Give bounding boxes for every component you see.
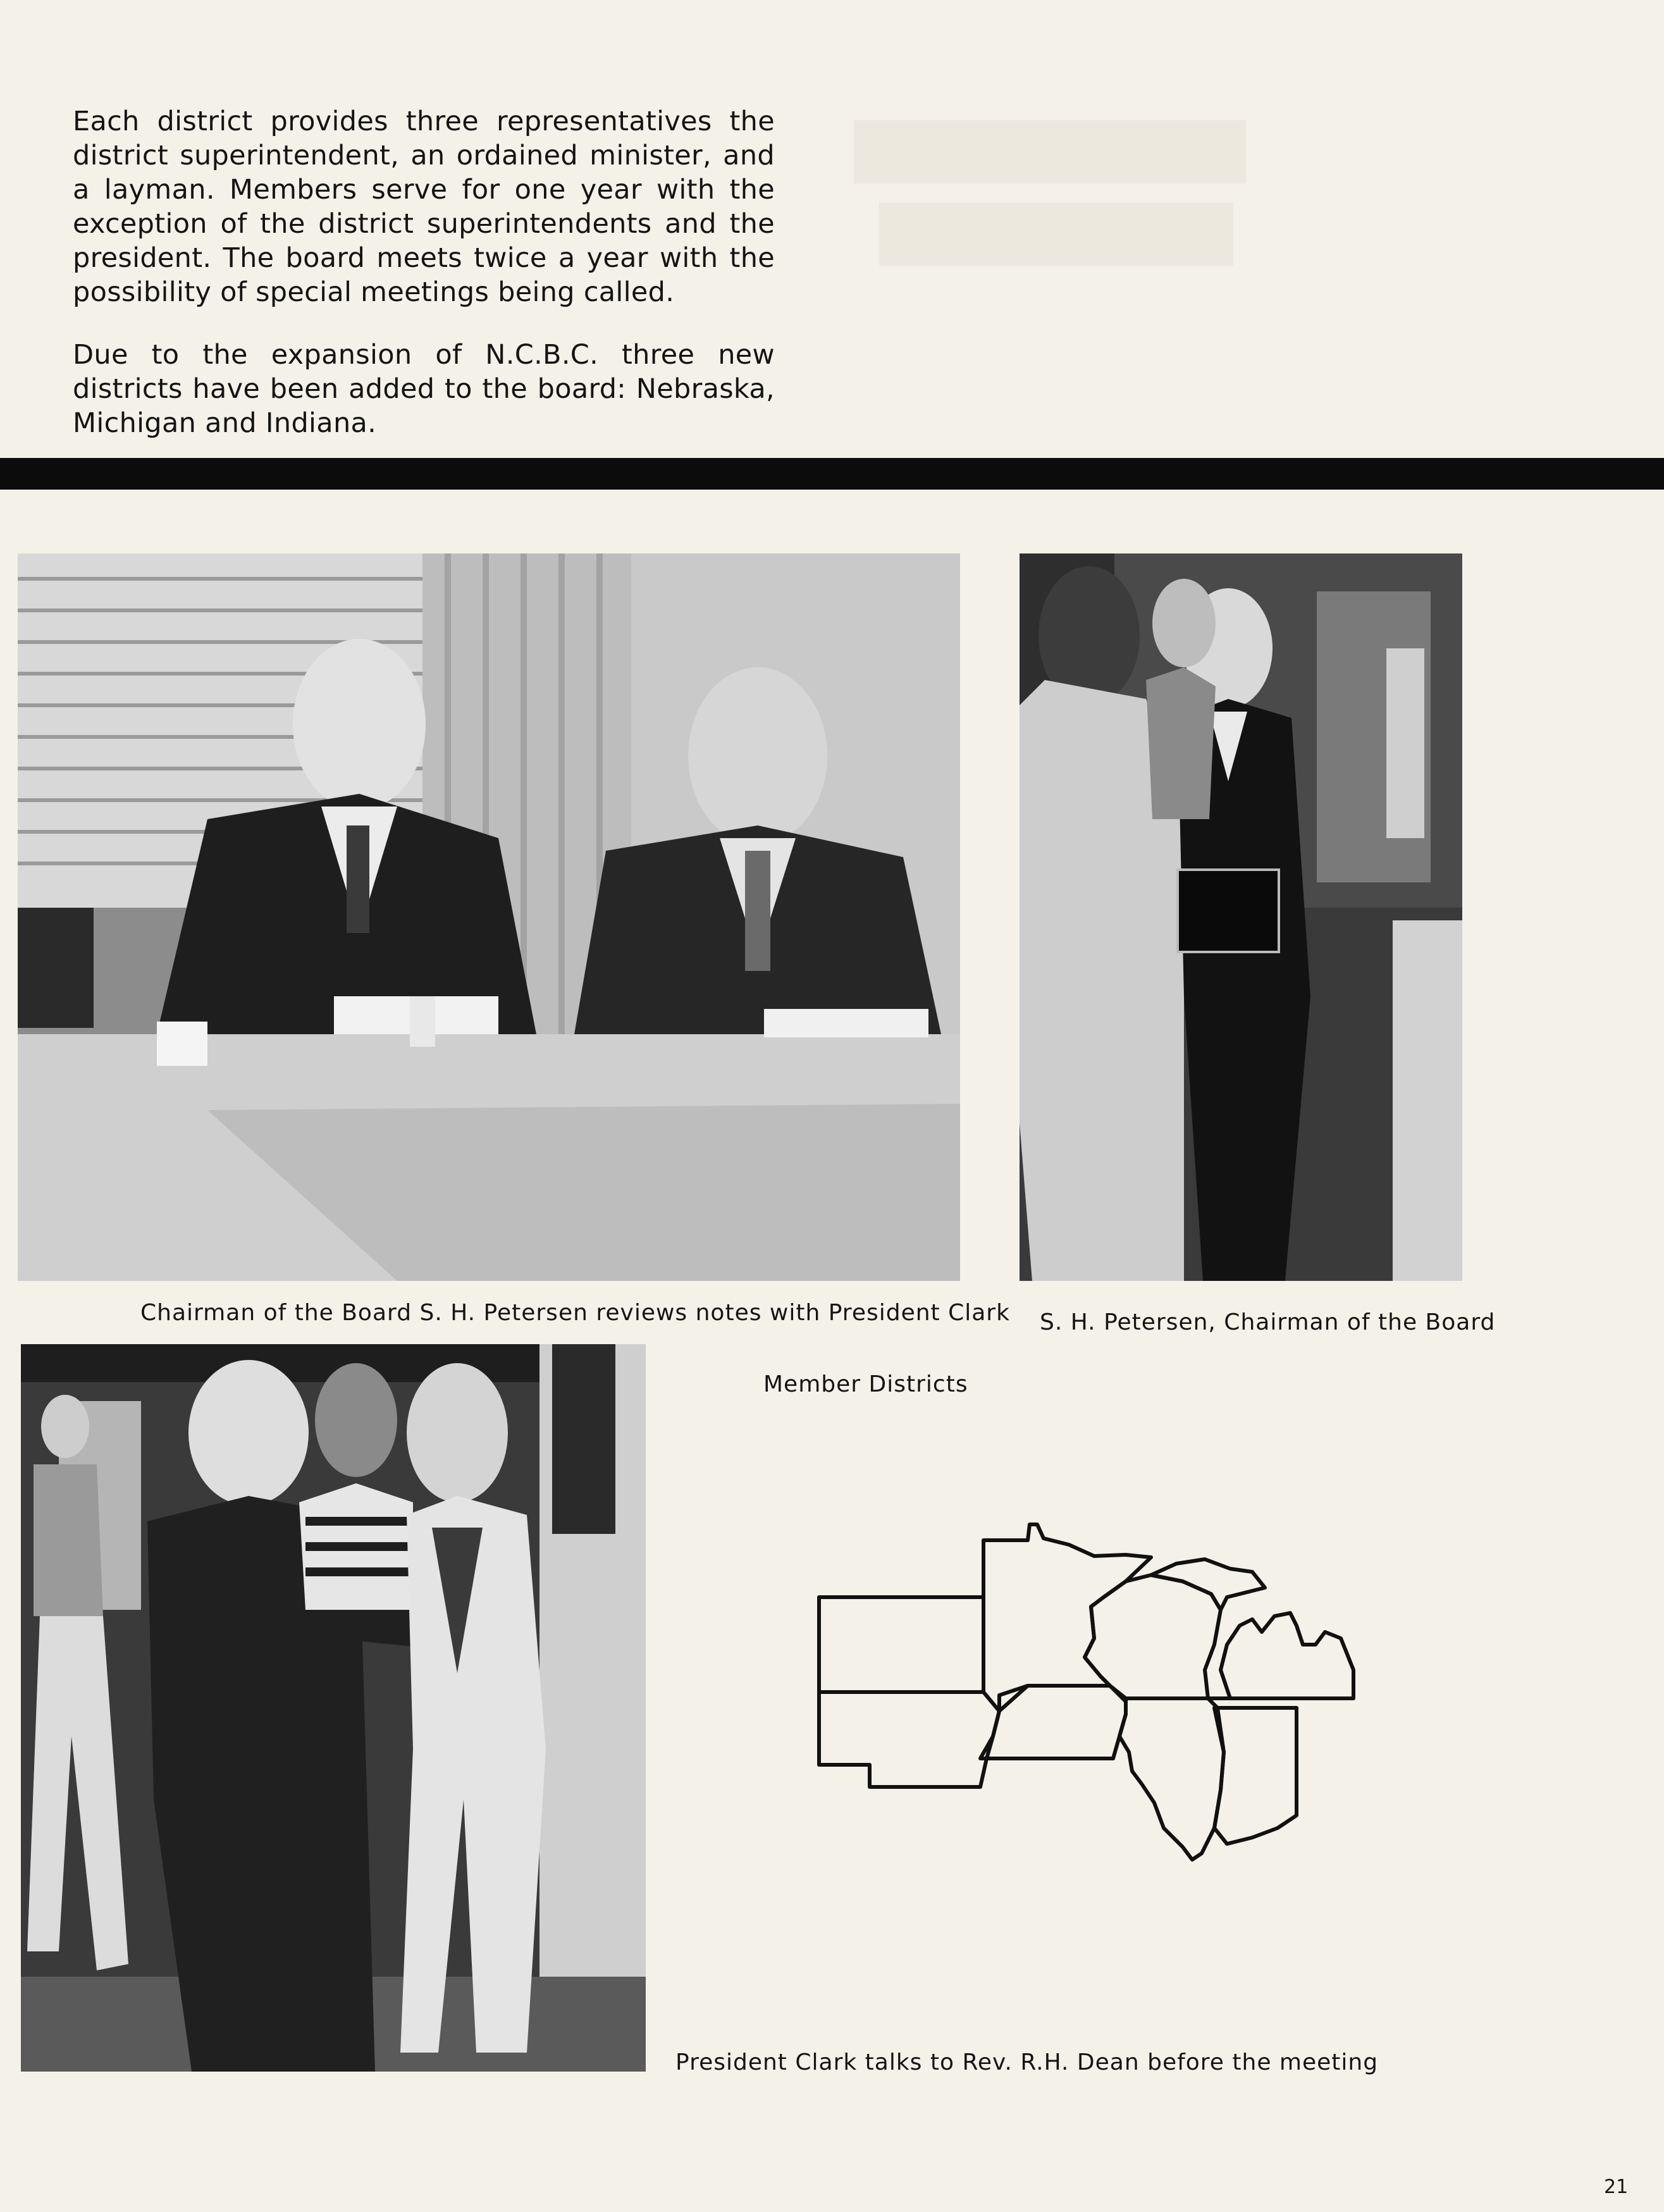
intro-paragraph-2: Due to the expansion of N.C.B.C. three new districts have been added to the board: Nebraska, Michigan and Indiana. xyxy=(73,339,775,439)
caption-photo-hallway: President Clark talks to Rev. R.H. Dean before the meeting xyxy=(675,2049,1379,2075)
faded-bleed-through-text xyxy=(829,95,1271,299)
map-north-dakota xyxy=(819,1597,983,1692)
photo-hallway-conversation xyxy=(21,1344,646,2072)
member-districts-map xyxy=(810,1486,1366,1917)
section-divider-bar xyxy=(0,458,1664,490)
page-number: 21 xyxy=(1604,2176,1629,2198)
map-illinois xyxy=(1119,1698,1224,1860)
map-south-dakota xyxy=(819,1692,999,1787)
photo-petersen-doorway xyxy=(1020,553,1462,1281)
caption-photo-board-meeting: Chairman of the Board S. H. Petersen reviews notes with President Clark xyxy=(140,1300,1010,1326)
map-michigan-upper xyxy=(1151,1559,1265,1610)
caption-photo-petersen: S. H. Petersen, Chairman of the Board xyxy=(1040,1309,1496,1335)
photo-board-meeting xyxy=(18,553,960,1281)
map-wisconsin xyxy=(1085,1575,1221,1698)
map-michigan-lower xyxy=(1221,1613,1353,1698)
map-minnesota xyxy=(983,1524,1151,1711)
map-iowa xyxy=(980,1686,1126,1758)
map-indiana xyxy=(1214,1708,1297,1844)
intro-text-block xyxy=(73,104,775,469)
intro-paragraph-1: Each district provides three representatives the district superintendent, an ordained minister, and a layman. Members serve for one year with the exception of the district superintendents and the president. The board meets twice a year with the possibility of special meetings being called. xyxy=(73,106,775,308)
map-title: Member Districts xyxy=(763,1371,968,1397)
